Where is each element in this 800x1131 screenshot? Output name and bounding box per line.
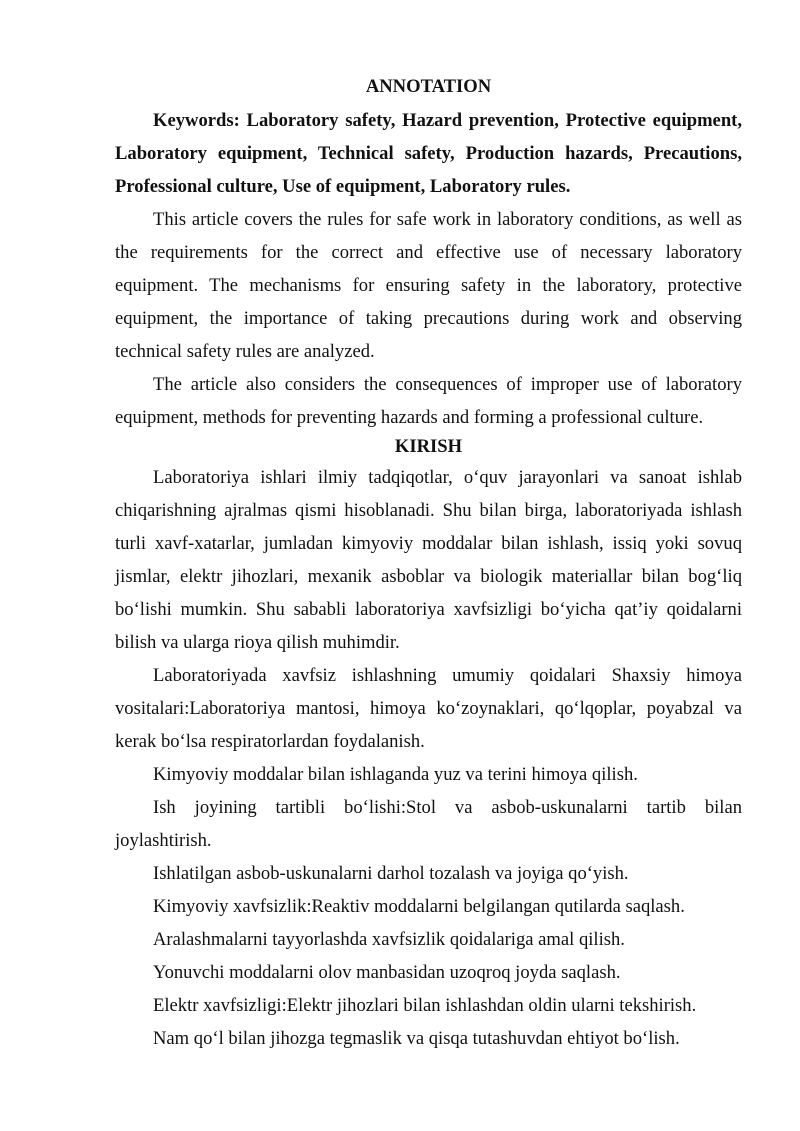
page-content <box>115 74 742 1055</box>
introduction-paragraph: Laboratoriya ishlari ilmiy tadqiqotlar, o‘quv jarayonlari va sanoat ishlab chiqarishning ajralmas qismi hisoblanadi. Shu bilan birga, laboratoriyada ishlash turli xavf-xatarlar, jumladan kimyoviy moddalar bilan ishlash, issiq yoki sovuq jismlar, elektr jihozlari, mexanik asboblar va biologik materiallar bilan bog‘liq bo‘lishi mumkin. Shu sababli laboratoriya xavfsizligi bo‘yicha qat’iy qoidalarni bilish va ularga rioya qilish muhimdir. <box>115 467 742 653</box>
introduction-paragraph: Aralashmalarni tayyorlashda xavfsizlik qoidalariga amal qilish. <box>153 929 625 950</box>
annotation-paragraph: This article covers the rules for safe work in laboratory conditions, as well as the requirements for the correct and effective use of necessary laboratory equipment. The mechanisms for ensuring safety in the laboratory, protective equipment, the importance of taking precautions during work and observing technical safety rules are analyzed. <box>115 209 742 362</box>
introduction-paragraph: Laboratoriyada xavfsiz ishlashning umumiy qoidalari Shaxsiy himoya vositalari:Laboratoriya mantosi, himoya ko‘zoynaklari, qo‘lqoplar, poyabzal va kerak bo‘lsa respiratorlardan foydalanish. <box>115 665 742 752</box>
keywords-paragraph: Keywords: Laboratory safety, Hazard prevention, Protective equipment, Laboratory equipment, Technical safety, Production hazards, Precautions, Professional culture, Use of equipment, Laboratory rules. <box>115 110 742 197</box>
introduction-heading: KIRISH <box>394 436 463 457</box>
introduction-paragraph: Ishlatilgan asbob-uskunalarni darhol tozalash va joyiga qo‘yish. <box>153 863 629 884</box>
introduction-paragraph: Kimyoviy moddalar bilan ishlaganda yuz va terini himoya qilish. <box>153 764 638 785</box>
introduction-paragraph: Elektr xavfsizligi:Elektr jihozlari bilan ishlashdan oldin ularni tekshirish. <box>153 995 697 1016</box>
introduction-paragraph: Yonuvchi moddalarni olov manbasidan uzoqroq joyda saqlash. <box>153 962 621 983</box>
introduction-paragraph: Kimyoviy xavfsizlik:Reaktiv moddalarni belgilangan qutilarda saqlash. <box>153 896 685 917</box>
annotation-paragraph: The article also considers the consequences of improper use of laboratory equipment, methods for preventing hazards and forming a professional culture. <box>115 374 742 428</box>
introduction-paragraph: Ish joyining tartibli bo‘lishi:Stol va asbob-uskunalarni tartib bilan joylashtirish. <box>115 797 742 851</box>
annotation-heading: ANNOTATION <box>365 76 492 97</box>
introduction-paragraph: Nam qo‘l bilan jihozga tegmaslik va qisqa tutashuvdan ehtiyot bo‘lish. <box>153 1028 680 1049</box>
